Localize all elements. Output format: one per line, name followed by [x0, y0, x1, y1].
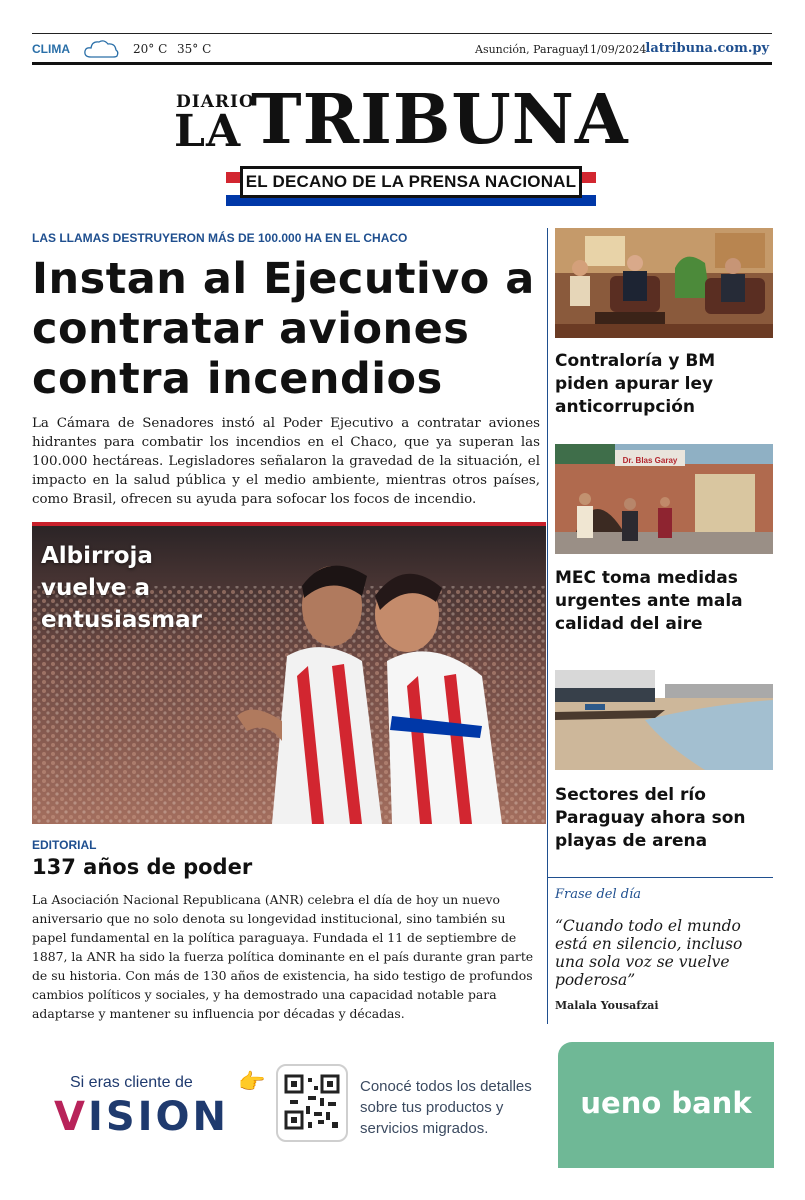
ad-text: Conocé todos los detalles sobre tus productos y servicios migrados.	[360, 1078, 532, 1137]
quote-text: “Cuando todo el mundo está en silencio, incluso una sola voz se vuelve poderosa”	[555, 917, 743, 989]
masthead-tribuna: TRIBUNA	[251, 80, 629, 160]
temp-max: 35° C	[177, 42, 212, 56]
column-divider	[547, 228, 548, 1024]
pointing-hand-icon: 👉	[238, 1070, 266, 1095]
slogan: EL DECANO DE LA PRENSA NACIONAL	[240, 166, 582, 198]
ad-brand-logo: VISION	[54, 1094, 230, 1140]
feature-title-line: Albirroja	[41, 543, 153, 569]
quote-divider	[548, 877, 773, 878]
ad-banner[interactable]	[32, 1040, 774, 1168]
feature-title	[41, 540, 202, 636]
main-body: La Cámara de Senadores instó al Poder Ejecutivo a contratar aviones hidrantes para combatir los incendios en el Chaco, que ya superan las 100.000 hectáreas. Legisladores señalaron la gravedad de la situación, el impacto en la salud pública y el medio ambiente, mientras otros países, como Brasil, ofrecen su ayuda para sofocar los focos de incendio.	[32, 416, 540, 507]
river-image	[555, 660, 773, 770]
meeting-image	[555, 228, 773, 338]
qr-code[interactable]	[276, 1064, 348, 1142]
masthead	[174, 80, 650, 212]
sidebar-photo-school[interactable]	[555, 444, 773, 554]
editorial-label: EDITORIAL	[32, 838, 97, 852]
ad-line1: Si eras cliente de	[70, 1074, 193, 1091]
sidebar-story-title[interactable]: MEC toma medidas urgentes ante mala calidad del aire	[555, 568, 743, 634]
feature-title-line: entusiasmar	[41, 607, 202, 633]
ueno-bank-panel[interactable]	[558, 1042, 774, 1168]
issue-date: 11/09/2024	[583, 43, 647, 56]
sidebar-story-title[interactable]: Sectores del río Paraguay ahora son playas de arena	[555, 785, 746, 851]
feature-title-line: vuelve a	[41, 575, 150, 601]
masthead-diario: DIARIO	[176, 92, 255, 112]
cloud-icon	[82, 37, 120, 61]
weather-bar	[32, 33, 772, 65]
site-link[interactable]: latribuna.com.py	[645, 41, 769, 56]
sidebar-photo-meeting[interactable]	[555, 228, 773, 338]
clima-label: CLIMA	[32, 42, 70, 56]
feature-photo[interactable]	[32, 522, 546, 824]
temp-min: 20° C	[133, 42, 168, 56]
editorial-title[interactable]: 137 años de poder	[32, 855, 253, 879]
editorial-body: La Asociación Nacional Republicana (ANR) celebra el día de hoy un nuevo aniversario que no solo denota su longevidad institucional, sino también su papel fundamental en la política paraguaya. Fundada el 11 de septiembre de 1887, la ANR ha sido la fuerza política dominante en el país durante gran parte de su historia. Con más de 130 años de existencia, ha sido testigo de profundos cambios políticos y sociales, y ha demostrado una capacidad notable para adaptarse y mantener su influencia por décadas y décadas.	[32, 892, 534, 1021]
masthead-la: LA	[174, 106, 242, 157]
school-sign: Dr. Blas Garay	[622, 456, 678, 465]
slogan-banner	[226, 166, 596, 210]
ueno-bank-logo: ueno bank	[580, 1086, 752, 1120]
quote-label: Frase del día	[555, 887, 642, 902]
sidebar-photo-river[interactable]	[555, 660, 773, 770]
qr-code-icon	[278, 1066, 346, 1140]
location: Asunción, Paraguay	[475, 43, 586, 56]
main-headline[interactable]: Instan al Ejecutivo a contratar aviones contra incendios	[32, 254, 535, 404]
main-kicker: LAS LLAMAS DESTRUYERON MÁS DE 100.000 HA EN EL CHACO	[32, 231, 408, 245]
sidebar-story-title[interactable]: Contraloría y BM piden apurar ley anticorrupción	[555, 351, 716, 417]
school-image	[555, 444, 773, 554]
quote-author: Malala Yousafzai	[555, 999, 659, 1012]
